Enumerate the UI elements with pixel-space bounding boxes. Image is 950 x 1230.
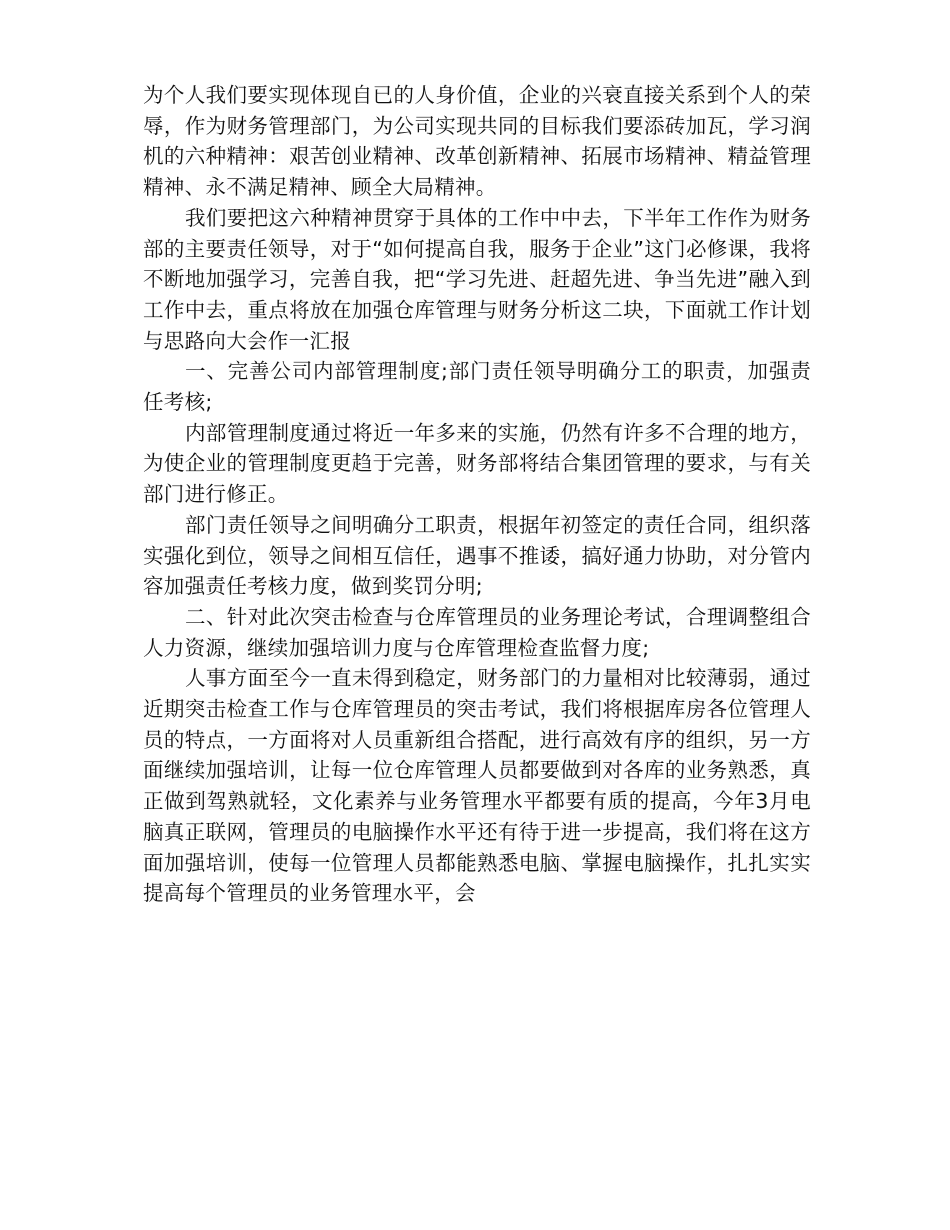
paragraph-4: 部门责任领导之间明确分工职责，根据年初签定的责任合同，组织落实强化到位，领导之间相互信任，遇事不推诿，搞好通力协助，对分管内容加强责任考核力度，做到奖罚分明; xyxy=(143,512,811,599)
section-heading-1: 一、完善公司内部管理制度;部门责任领导明确分工的职责，加强责任考核; xyxy=(143,359,811,415)
paragraph-2: 我们要把这六种精神贯穿于具体的工作中中去，下半年工作作为财务部的主要责任领导，对于“如何提高自我，服务于企业”这门必修课，我将不断地加强学习，完善自我，把“学习先进、赶超先进、争当先进”融入到工作中去，重点将放在加强仓库管理与财务分析这二块，下面就工作计划与思路向大会作一汇报 xyxy=(143,205,811,353)
paragraph-3: 内部管理制度通过将近一年多来的实施，仍然有许多不合理的地方，为使企业的管理制度更趋于完善，财务部将结合集团管理的要求，与有关部门进行修正。 xyxy=(143,420,811,507)
section-heading-2: 二、针对此次突击检查与仓库管理员的业务理论考试，合理调整组合人力资源，继续加强培训力度与仓库管理检查监督力度; xyxy=(143,604,811,660)
document-body xyxy=(143,80,811,909)
paragraph-5: 人事方面至今一直未得到稳定，财务部门的力量相对比较薄弱，通过近期突击检查工作与仓库管理员的突击考试，我们将根据库房各位管理人员的特点，一方面将对人员重新组合搭配，进行高效有序的组织，另一方面继续加强培训，让每一位仓库管理人员都要做到对各库的业务熟悉，真正做到驾熟就轻，文化素养与业务管理水平都要有质的提高，今年3月电脑真正联网，管理员的电脑操作水平还有待于进一步提高，我们将在这方面加强培训，使每一位管理人员都能熟悉电脑、掌握电脑操作，扎扎实实提高每个管理员的业务管理水平，会 xyxy=(143,666,811,906)
paragraph-1: 为个人我们要实现体现自已的人身价值，企业的兴衰直接关系到个人的荣辱，作为财务管理部门，为公司实现共同的目标我们要添砖加瓦，学习润机的六种精神：艰苦创业精神、改革创新精神、拓展市场精神、精益管理精神、永不满足精神、顾全大局精神。 xyxy=(143,83,811,200)
